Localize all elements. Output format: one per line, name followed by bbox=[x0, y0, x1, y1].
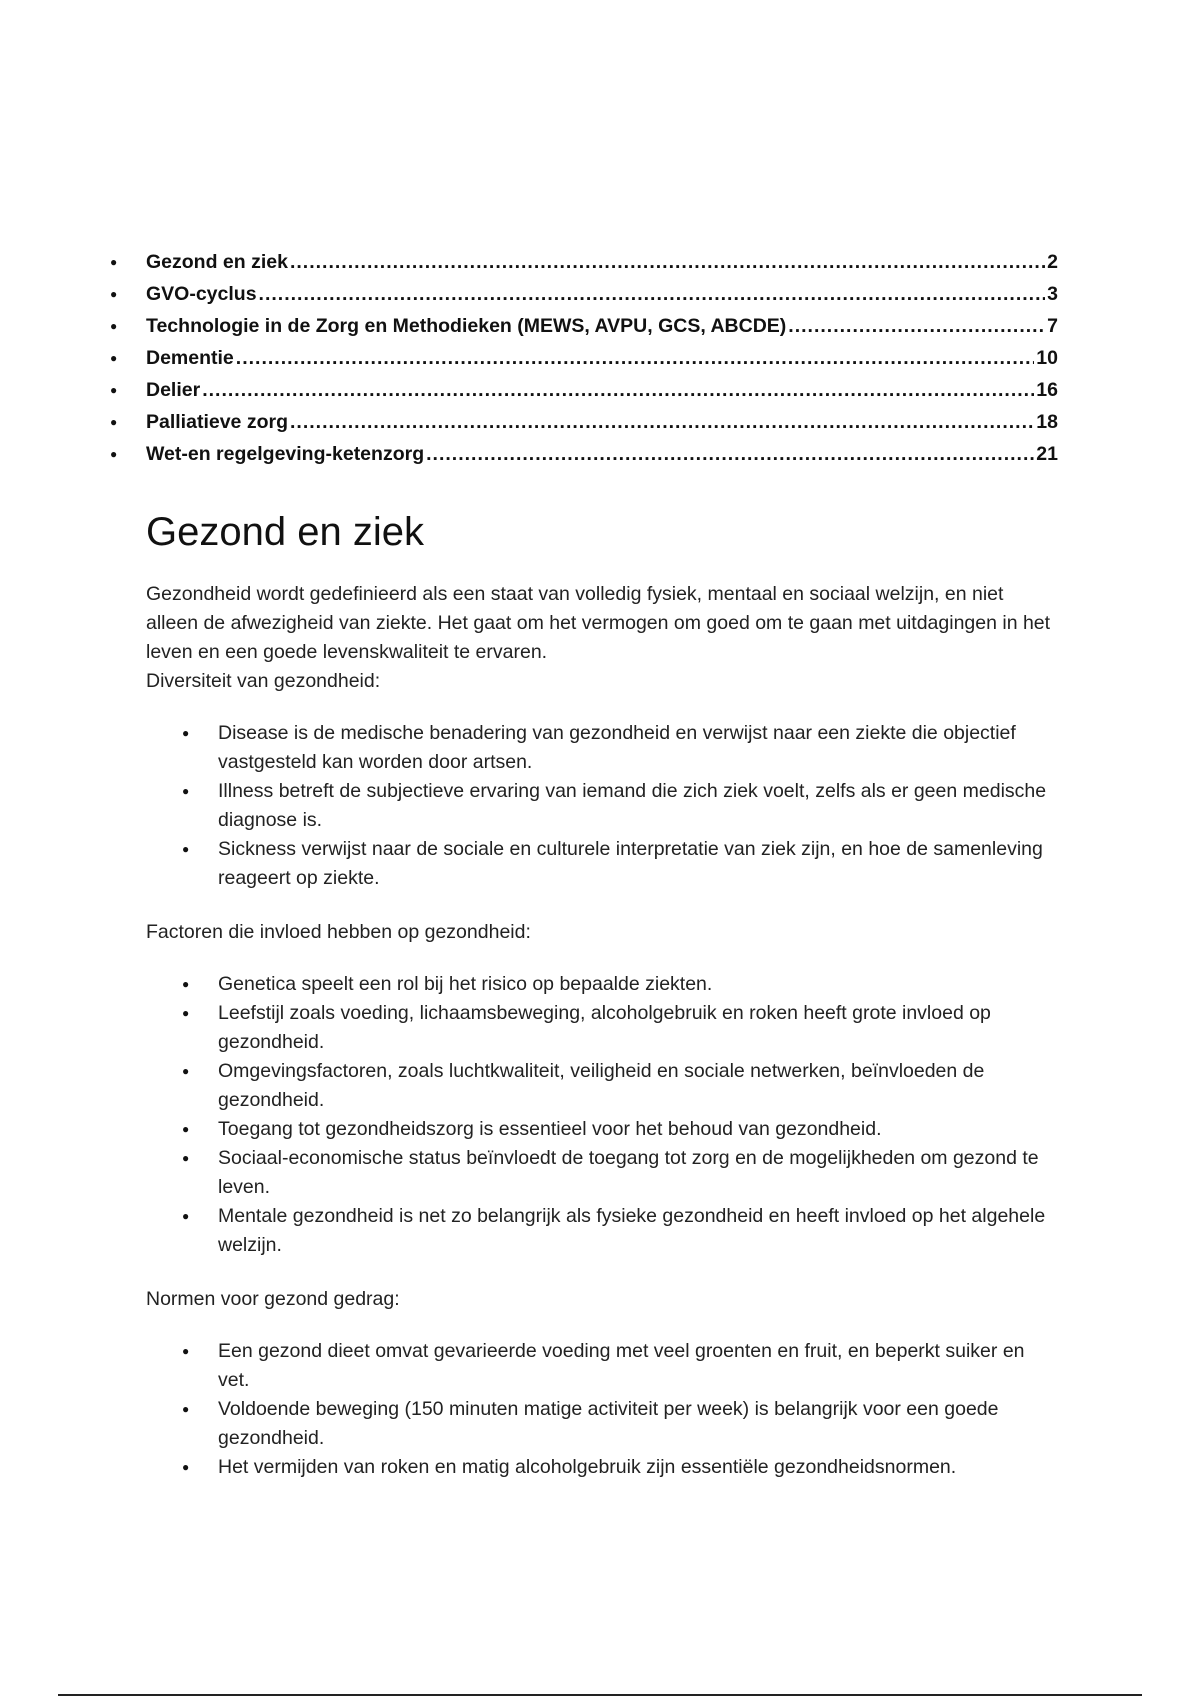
list-item: ● Disease is de medische benadering van gezondheid en verwijst naar een ziekte die objectief vastgesteld kan worden door artsen. bbox=[218, 719, 1058, 777]
list-item: ● Leefstijl zoals voeding, lichaamsbeweging, alcoholgebruik en roken heeft grote invloed op gezondheid. bbox=[218, 999, 1058, 1057]
toc-dot-leader bbox=[259, 280, 1046, 309]
toc-dot-leader bbox=[290, 248, 1045, 277]
toc-entry[interactable] bbox=[146, 280, 1058, 312]
toc-entry-page: 18 bbox=[1036, 411, 1058, 433]
toc-entry-title[interactable]: ● Wet-en regelgeving-ketenzorg bbox=[146, 443, 425, 465]
toc-entry-page: 10 bbox=[1036, 347, 1058, 369]
toc-entry[interactable] bbox=[146, 440, 1058, 472]
norms-label: Normen voor gezond gedrag: bbox=[146, 1288, 400, 1310]
list-item: ● Het vermijden van roken en matig alcoholgebruik zijn essentiële gezondheidsnormen. bbox=[218, 1453, 1058, 1482]
toc-entry-page: 7 bbox=[1047, 315, 1058, 337]
toc-entry[interactable] bbox=[146, 376, 1058, 408]
intro-paragraph: Gezondheid wordt gedefinieerd als een staat van volledig fysiek, mentaal en sociaal welzijn, en niet alleen de afwezigheid van ziekte. Het gaat om het vermogen om goed om te gaan met uitdagingen in het leven en een goede levenskwaliteit te ervaren. bbox=[146, 583, 1051, 663]
toc-entry-title[interactable]: ● Palliatieve zorg bbox=[146, 411, 288, 433]
toc-entry-page: 2 bbox=[1047, 251, 1058, 273]
toc-entry-page: 3 bbox=[1047, 283, 1058, 305]
toc-entry-title[interactable]: ● Dementie bbox=[146, 347, 234, 369]
list-item: ● Sociaal-economische status beïnvloedt de toegang tot zorg en de mogelijkheden om gezond te leven. bbox=[218, 1144, 1058, 1202]
toc-dot-leader bbox=[236, 344, 1035, 373]
list-item: ● Een gezond dieet omvat gevarieerde voeding met veel groenten en fruit, en beperkt suiker en vet. bbox=[218, 1337, 1058, 1395]
toc-entry-page: 16 bbox=[1036, 379, 1058, 401]
toc-entry-title[interactable]: ● Technologie in de Zorg en Methodieken (MEWS, AVPU, GCS, ABCDE) bbox=[146, 315, 787, 337]
toc-entry[interactable] bbox=[146, 408, 1058, 440]
norms-list bbox=[146, 1337, 1058, 1482]
toc-entry-page: 21 bbox=[1036, 443, 1058, 465]
toc-entry-title[interactable]: ● GVO-cyclus bbox=[146, 283, 257, 305]
toc-entry-title[interactable]: ● Delier bbox=[146, 379, 201, 401]
list-item: ● Sickness verwijst naar de sociale en culturele interpretatie van ziek zijn, en hoe de samenleving reageert op ziekte. bbox=[218, 835, 1058, 893]
list-item: ● Illness betreft de subjectieve ervaring van iemand die zich ziek voelt, zelfs als er geen medische diagnose is. bbox=[218, 777, 1058, 835]
toc-dot-leader bbox=[788, 312, 1045, 341]
section-heading: Gezond en ziek bbox=[146, 510, 424, 554]
list-item: ● Mentale gezondheid is net zo belangrijk als fysieke gezondheid en heeft invloed op het algehele welzijn. bbox=[218, 1202, 1058, 1260]
toc-entry[interactable] bbox=[146, 248, 1058, 280]
toc-dot-leader bbox=[202, 376, 1034, 405]
toc-entry[interactable] bbox=[146, 344, 1058, 376]
list-item: ● Voldoende beweging (150 minuten matige activiteit per week) is belangrijk voor een goede gezondheid. bbox=[218, 1395, 1058, 1453]
page-footer-divider bbox=[58, 1694, 1142, 1696]
list-item: ● Omgevingsfactoren, zoals luchtkwaliteit, veiligheid en sociale netwerken, beïnvloeden de gezondheid. bbox=[218, 1057, 1058, 1115]
factors-label: Factoren die invloed hebben op gezondheid: bbox=[146, 921, 531, 943]
toc-entry-title[interactable]: ● Gezond en ziek bbox=[146, 251, 288, 273]
list-item: ● Genetica speelt een rol bij het risico op bepaalde ziekten. bbox=[218, 970, 1058, 999]
list-item: ● Toegang tot gezondheidszorg is essentieel voor het behoud van gezondheid. bbox=[218, 1115, 1058, 1144]
toc-dot-leader bbox=[290, 408, 1034, 437]
toc-entry[interactable] bbox=[146, 312, 1058, 344]
table-of-contents bbox=[146, 248, 1058, 472]
toc-dot-leader bbox=[426, 440, 1034, 469]
diversity-list bbox=[146, 719, 1058, 893]
document-page bbox=[146, 248, 1058, 1482]
factors-list bbox=[146, 970, 1058, 1260]
diversity-label: Diversiteit van gezondheid: bbox=[146, 670, 381, 692]
